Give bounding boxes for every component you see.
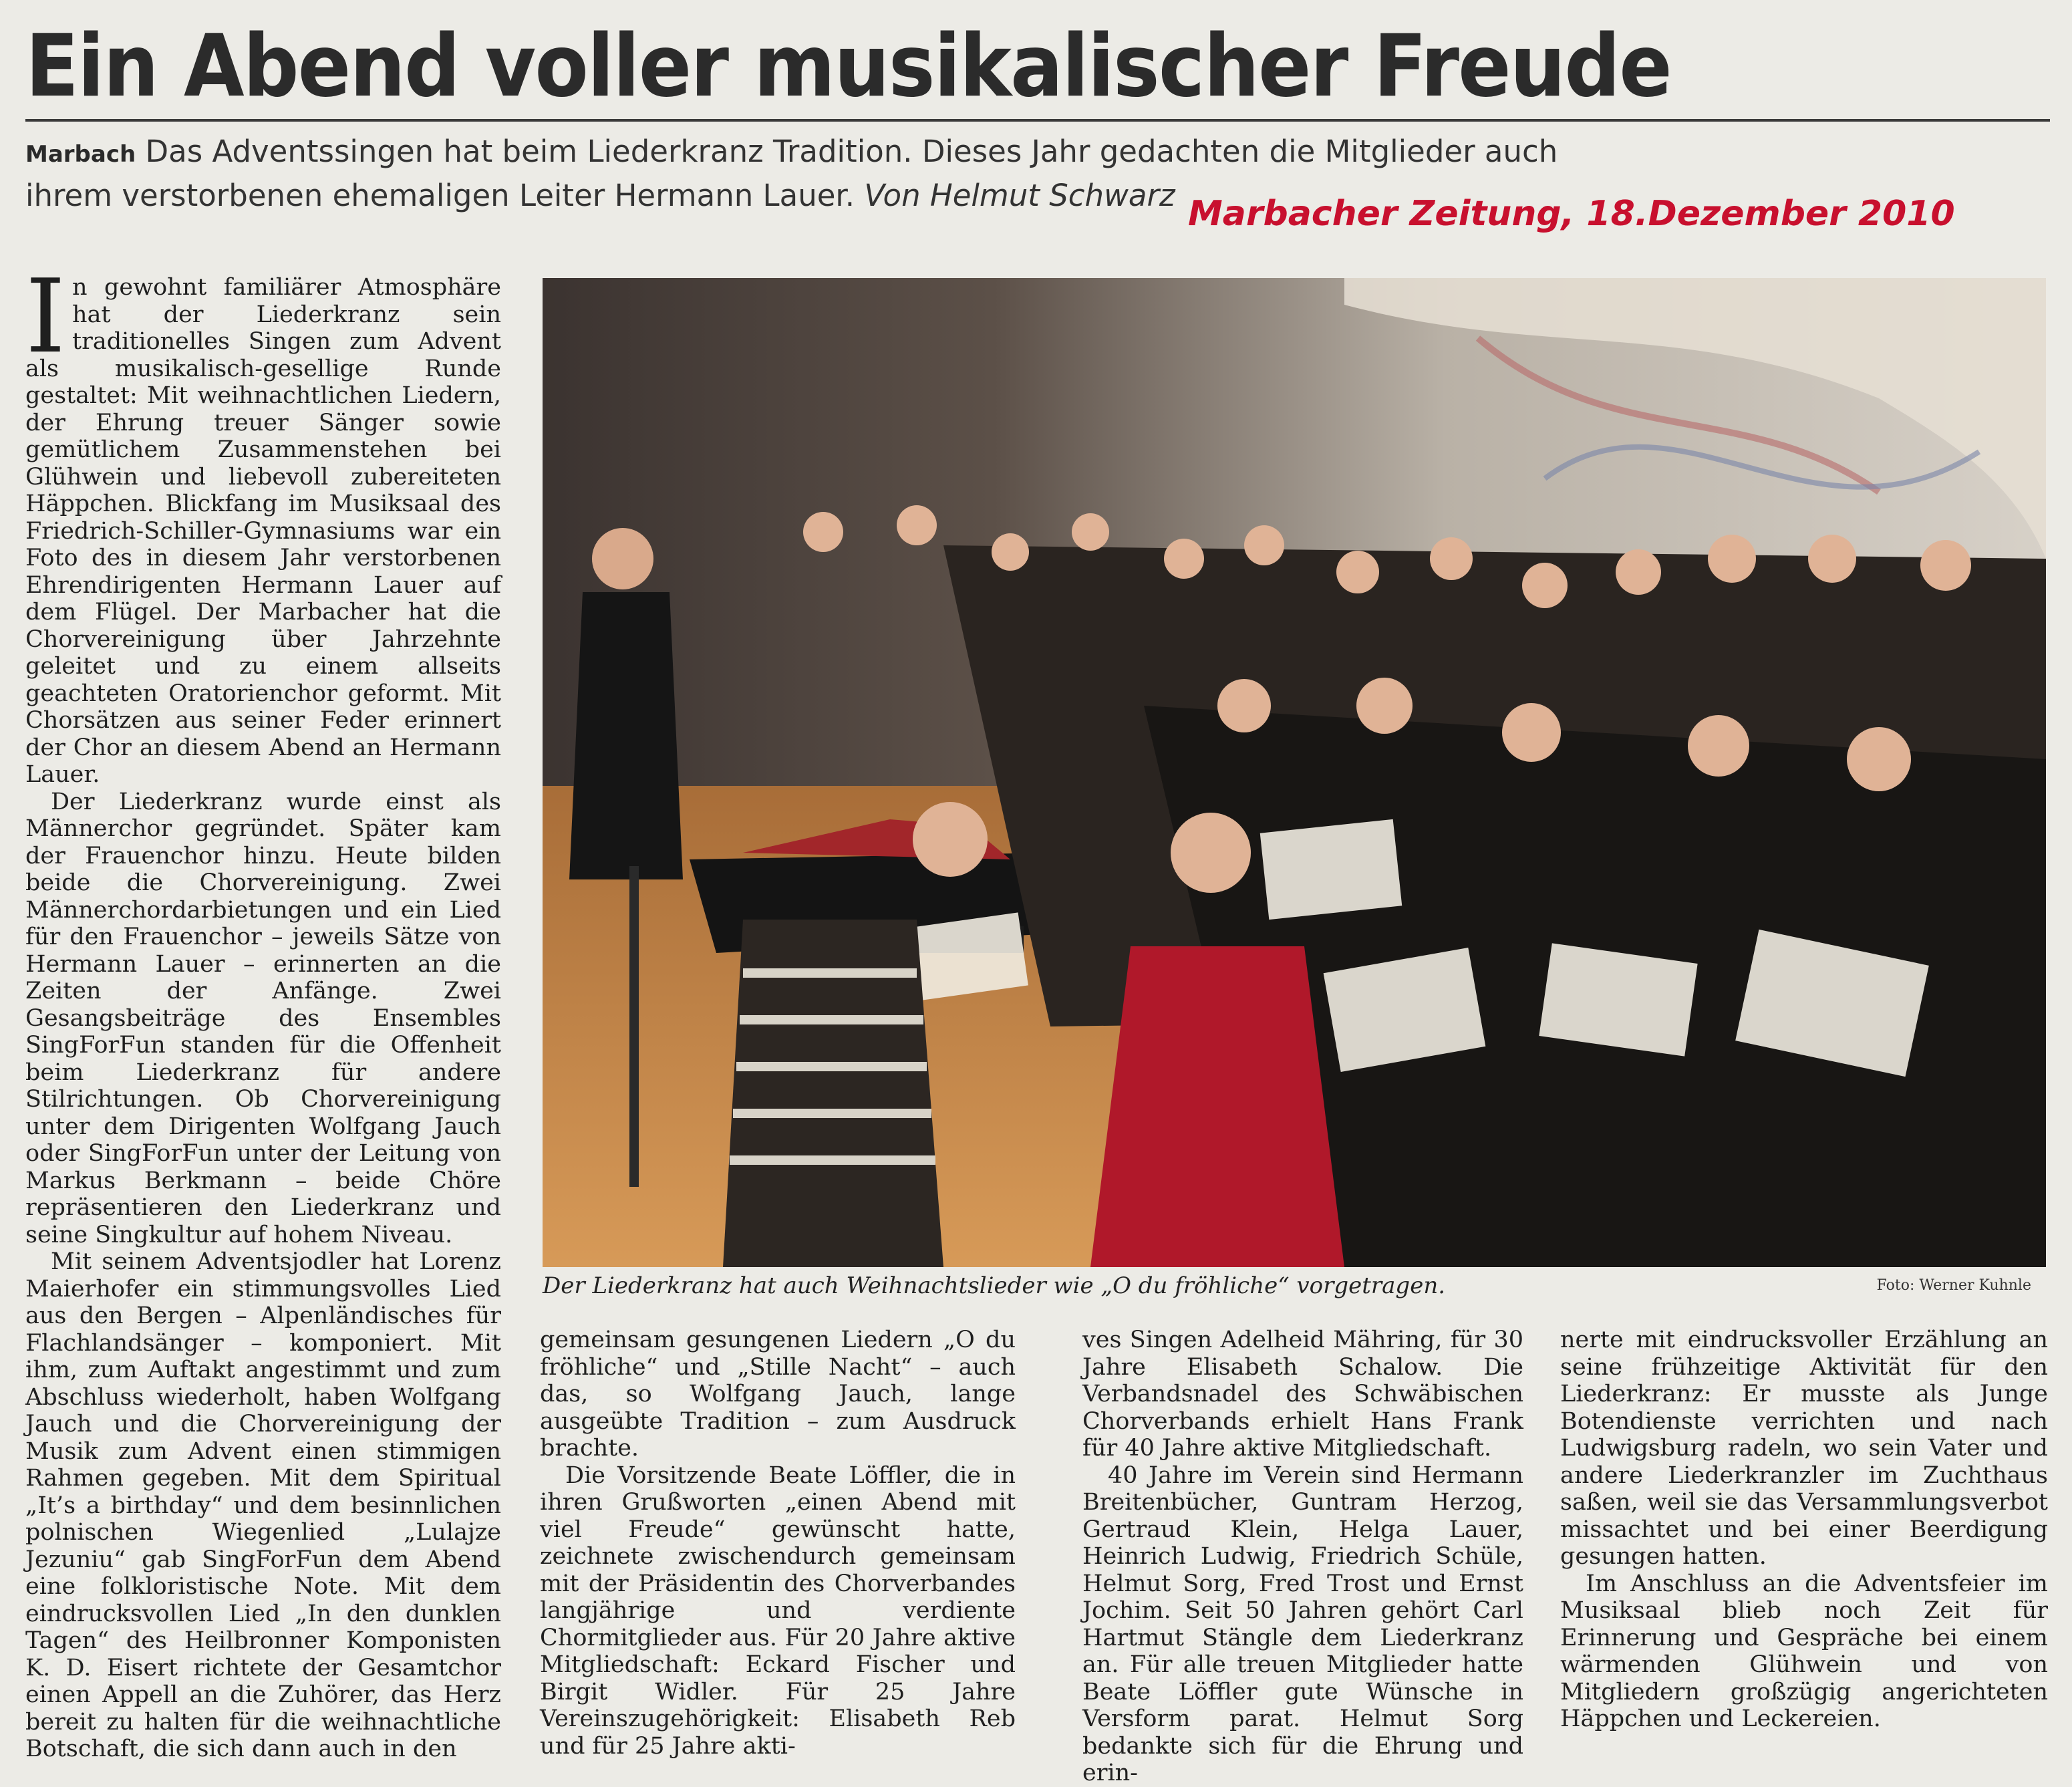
article-column-3 (1082, 1327, 1523, 1787)
paragraph: ves Singen Adelheid Mähring, für 30 Jahre Elisabeth Schalow. Die Verbandsnadel des Schwäbischen Chorverbands erhielt Hans Frank für 40 Jahre aktive Mitgliedschaft. (1082, 1327, 1523, 1462)
choir-photo (543, 278, 2046, 1267)
paragraph: Die Vorsitzende Beate Löffler, die in ihren Grußworten „einen Abend mit viel Freude“ gewünscht hatte, zeichnete zwischendurch gemeinsam mit der Präsidentin des Chorverbandes langjährige und verdiente Chormitglieder aus. Für 20 Jahre aktive Mitgliedschaft: Eckard Fischer und Birgit Widler. Für 25 Jahre Vereinszugehörigkeit: Elisabeth Reb und für 25 Jahre akti- (540, 1462, 1016, 1760)
paragraph: Im Anschluss an die Adventsfeier im Musiksaal blieb noch Zeit für Erinnerung und Gespräche bei einem wärmenden Glühwein und von Mitgliedern großzügig angerichteten Häppchen und Leckereien. (1560, 1570, 2048, 1732)
source-note: Marbacher Zeitung, 18.Dezember 2010 (1188, 194, 1955, 234)
choir-photo-illustration (543, 278, 2046, 1267)
article-column-1 (25, 257, 501, 1763)
striped-sweater-singer (723, 920, 943, 1267)
photo-credit: Foto: Werner Kuhnle (1876, 1277, 2031, 1294)
music-stand (629, 866, 639, 1187)
headline: Ein Abend voller musikalischer Freude (25, 17, 1671, 116)
photo-caption: Der Liederkranz hat auch Weihnachtslieder wie „O du fröhliche“ vorgetragen. (543, 1272, 1446, 1299)
paragraph: gemeinsam gesungenen Liedern „O du fröhliche“ und „Stille Nacht“ – auch das, so Wolfgang Jauch, lange ausgeübte Tradition – zum Ausdruck brachte. (540, 1327, 1016, 1462)
paragraph: 40 Jahre im Verein sind Hermann Breitenbücher, Guntram Herzog, Gertraud Klein, Helga Lauer, Heinrich Ludwig, Friedrich Schüle, Helmut Sorg, Fred Trost und Ernst Jochim. Seit 50 Jahren gehört Carl Hartmut Stängle dem Liederkranz an. Für alle treuen Mitglieder hatte Beate Löffler gute Wünsche in Versform parat. Helmut Sorg bedankte sich für die Ehrung und erin- (1082, 1462, 1523, 1786)
paragraph-text: n gewohnt familiärer Atmosphäre hat der Liederkranz sein traditionelles Singen zum Advent als musikalisch-gesellige Runde gestaltet: Mit weihnachtlichen Liedern, der Ehrung treuer Sänger sowie gemütlichem Zusammenstehen bei Glühwein und liebevoll zubereiteten Häppchen. Blickfang im Musiksaal des Friedrich-Schiller-Gymnasiums war ein Foto des in diesem Jahr verstorbenen Ehrendirigenten Hermann Lauer auf dem Flügel. Der Marbacher hat die Chorvereinigung über Jahrzehnte geleitet und zu einem allseits geachteten Oratorienchor geformt. Mit Chorsätzen aus seiner Feder erinnert der Chor an diesem Abend an Hermann Lauer. (25, 274, 501, 788)
teaser-text: Das Adventssingen hat beim Liederkranz Tradition. Dieses Jahr gedachten die Mitglieder auch ihrem verstorbenen ehemaligen Leiter Hermann Lauer. (25, 134, 1558, 213)
headline-rule (25, 119, 2050, 122)
red-jacket-singer (1090, 946, 1344, 1267)
lead-paragraph (25, 257, 501, 789)
article-column-2 (540, 1327, 1016, 1760)
article-column-4 (1560, 1327, 2048, 1733)
byline: Von Helmut Schwarz (864, 178, 1175, 213)
drop-cap: I (25, 257, 66, 376)
paragraph: Der Liederkranz wurde einst als Männerchor gegründet. Später kam der Frauenchor hinzu. Heute bilden beide die Chorvereinigung. Zwei Männerchordarbietungen und ein Lied für den Frauenchor – jeweils Sätze von Hermann Lauer – erinnerten an die Zeiten der Anfänge. Zwei Gesangsbeiträge des Ensembles SingForFun standen für die Offenheit beim Liederkranz für andere Stilrichtungen. Ob Chorvereinigung unter dem Dirigenten Wolfgang Jauch oder SingForFun unter der Leitung von Markus Berkmann – beide Chöre repräsentieren den Liederkranz und seine Singkultur auf hohem Niveau. (25, 788, 501, 1248)
paragraph: Mit seinem Adventsjodler hat Lorenz Maierhofer ein stimmungsvolles Lied aus den Bergen – Alpenländisches für Flachlandsänger – komponiert. Mit ihm, zum Auftakt angestimmt und zum Abschluss wiederholt, haben Wolfgang Jauch und die Chorvereinigung der Musik zum Advent einen stimmigen Rahmen gegeben. Mit dem Spiritual „It’s a birthday“ und dem besinnlichen polnischen Wiegenlied „Lulajze Jezuniu“ gab SingForFun dem Abend eine folkloristische Note. Mit dem eindrucksvollen Lied „In den dunklen Tagen“ des Heilbronner Komponisten K. D. Eisert richtete der Gesamtchor einen Appell an die Zuhörer, das Herz bereit zu halten für die weihnachtliche Botschaft, die sich dann auch in den (25, 1248, 501, 1762)
dateline: Marbach (25, 141, 136, 168)
paragraph: nerte mit eindrucksvoller Erzählung an seine frühzeitige Aktivität für den Liederkranz: Er musste als Junge Botendienste verrichten und nach Ludwigsburg radeln, wo sein Vater und andere Liederkranzler im Zuchthaus saßen, weil sie das Versammlungsverbot missachtet und bei einer Beerdigung gesungen hatten. (1560, 1327, 2048, 1570)
